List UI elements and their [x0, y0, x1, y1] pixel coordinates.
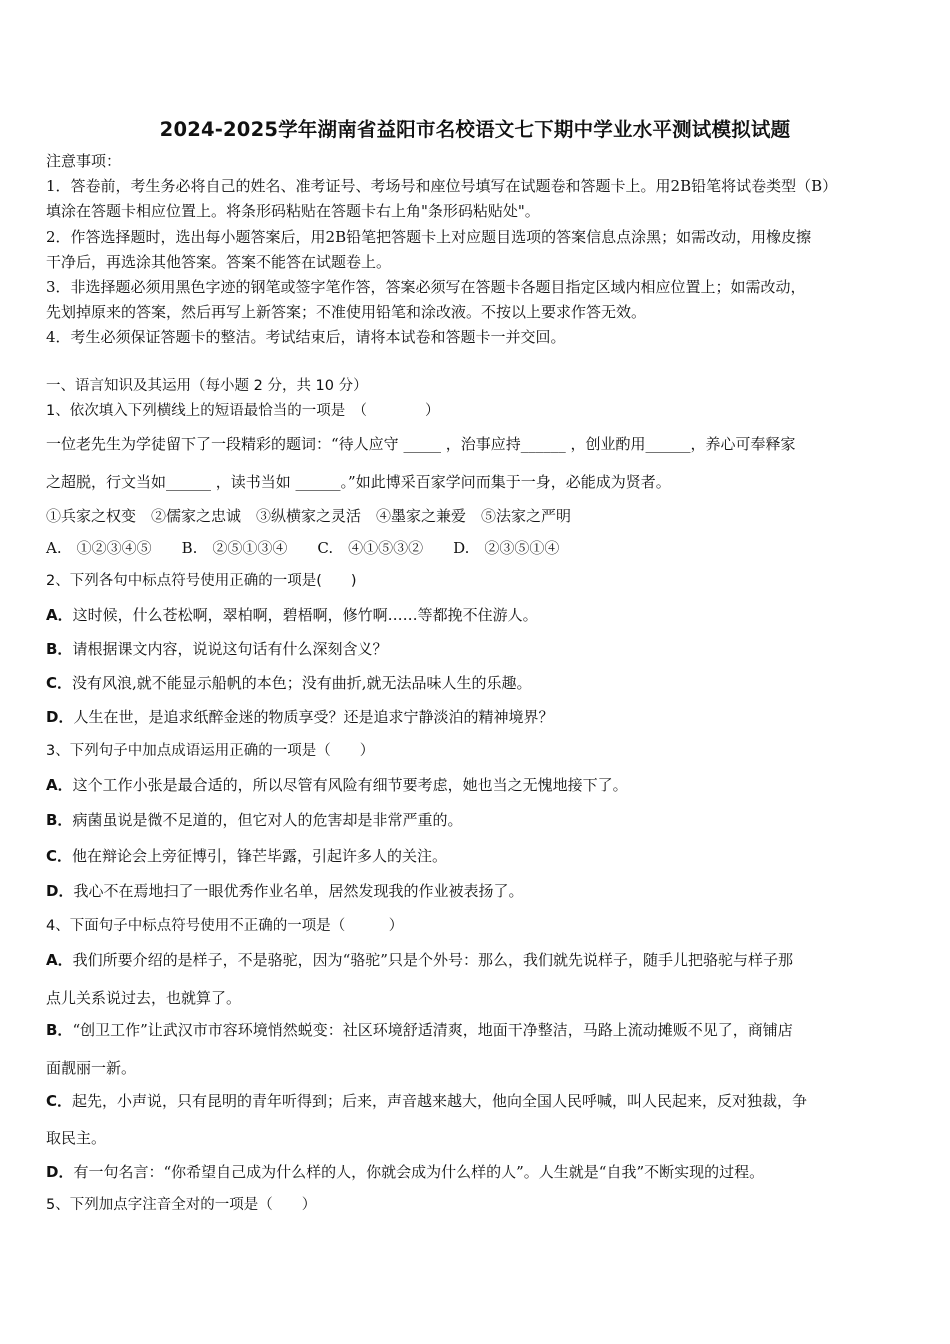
page-title: 2024-2025学年湖南省益阳市名校语文七下期中学业水平测试模拟试题 [159, 118, 791, 141]
q3-stem: 3、下列句子中加点成语运用正确的一项是（ ） [46, 743, 375, 759]
q4-option-c-cont: 取民主。 [46, 1129, 107, 1147]
q4-option-a [46, 950, 793, 970]
option-letter: B． [46, 640, 73, 658]
notice-line-1: 1．答卷前，考生务必将自己的姓名、准考证号、考场号和座位号填写在试题卷和答题卡上。用2B铅笔将试卷类型（B） [46, 177, 838, 195]
option-text: 有一句名言：“你希望自己成为什么样的人，你就会成为什么样的人”。人生就是“自我”不断实现的过程。 [73, 1163, 765, 1181]
option-letter: D． [46, 1163, 74, 1181]
notice-line-2: 填涂在答题卡相应位置上。将条形码粘贴在答题卡右上角"条形码粘贴处"。 [46, 202, 540, 220]
q1-text-1: 一位老先生为学徒留下了一段精彩的题词：“待人应守 _____ ，治事应持______ ，创业酌用______，养心可奉释家 [46, 435, 796, 453]
section-heading: 一、语言知识及其运用（每小题 2 分，共 10 分） [46, 378, 368, 394]
notice-line-6: 先划掉原来的答案，然后再写上新答案；不准使用铅笔和涂改液。不按以上要求作答无效。 [46, 303, 647, 321]
option-text: 起先，小声说，只有昆明的青年听得到；后来，声音越来越大，他向全国人民呼喊，叫人民起来，反对独裁，争 [72, 1092, 808, 1110]
q4-option-d [46, 1162, 764, 1182]
notice-line-4: 干净后，再选涂其他答案。答案不能答在试题卷上。 [46, 253, 392, 271]
q2-option-d [46, 707, 553, 727]
notice-heading: 注意事项： [46, 152, 122, 170]
option-letter: A． [46, 606, 73, 624]
option-letter: D． [46, 882, 74, 900]
option-text: 我心不在焉地扫了一眼优秀作业名单，居然发现我的作业被表扬了。 [73, 882, 524, 900]
option-text: 请根据课文内容，说说这句话有什么深刻含义？ [72, 640, 388, 658]
option-text: 病菌虽说是微不足道的，但它对人的危害却是非常严重的。 [72, 811, 463, 829]
option-text: 人生在世，是追求纸醉金迷的物质享受？还是追求宁静淡泊的精神境界？ [73, 708, 554, 726]
q5-stem: 5、下列加点字注音全对的一项是（ ） [46, 1197, 317, 1213]
option-text: “创卫工作”让武汉市市容环境悄然蜕变：社区环境舒适清爽，地面干净整洁，马路上流动摊贩不见了，商铺店 [72, 1021, 793, 1039]
option-text: 他在辩论会上旁征博引，锋芒毕露，引起许多人的关注。 [72, 847, 448, 865]
q3-option-b [46, 810, 462, 830]
q2-option-a [46, 605, 538, 625]
q1-options: A. ①②③④⑤ B. ②⑤①③④ C. ④①⑤③② D. ②③⑤①④ [46, 539, 560, 557]
q2-stem: 2、下列各句中标点符号使用正确的一项是( ) [46, 573, 357, 589]
q4-stem: 4、下面句子中标点符号使用不正确的一项是（ ） [46, 918, 404, 934]
q4-option-b-cont: 面靓丽一新。 [46, 1059, 137, 1077]
q4-option-b [46, 1020, 793, 1040]
q4-option-a-cont: 点儿关系说过去，也就算了。 [46, 989, 242, 1007]
option-letter: B． [46, 811, 73, 829]
q1-text-2: 之超脱，行文当如______ ，读书当如 ______。”如此博采百家学问而集于一身，必能成为贤者。 [46, 473, 671, 491]
q3-option-d [46, 881, 523, 901]
notice-line-5: 3．非选择题必须用黑色字迹的钢笔或签字笔作答，答案必须写在答题卡各题目指定区域内相应位置上；如需改动， [46, 278, 806, 296]
option-letter: C． [46, 674, 73, 692]
notice-line-7: 4．考生必须保证答题卡的整洁。考试结束后，请将本试卷和答题卡一并交回。 [46, 328, 566, 346]
q3-option-c [46, 846, 447, 866]
q3-option-a [46, 775, 628, 795]
q4-option-c [46, 1091, 807, 1111]
option-text: 这个工作小张是最合适的，所以尽管有风险有细节要考虑，她也当之无愧地接下了。 [72, 776, 628, 794]
q1-stem: 1、依次填入下列横线上的短语最恰当的一项是 （ ） [46, 403, 440, 419]
option-letter: B． [46, 1021, 73, 1039]
notice-line-3: 2．作答选择题时，选出每小题答案后，用2B铅笔把答题卡上对应题目选项的答案信息点涂黑；如需改动，用橡皮擦 [46, 228, 812, 246]
option-letter: A． [46, 776, 73, 794]
option-letter: C． [46, 1092, 73, 1110]
q2-option-c [46, 673, 532, 693]
q1-items: ①兵家之权变 ②儒家之忠诚 ③纵横家之灵活 ④墨家之兼爱 ⑤法家之严明 [46, 507, 572, 525]
option-text: 我们所要介绍的是样子，不是骆驼，因为“骆驼”只是个外号：那么，我们就先说样子，随手儿把骆驼与样子那 [72, 951, 793, 969]
option-text: 没有风浪,就不能显示船帆的本色；没有曲折,就无法品味人生的乐趣。 [72, 674, 532, 692]
option-text: 这时候，什么苍松啊，翠柏啊，碧梧啊，修竹啊……等都挽不住游人。 [72, 606, 538, 624]
option-letter: D． [46, 708, 74, 726]
q2-option-b [46, 639, 387, 659]
option-letter: A． [46, 951, 73, 969]
option-letter: C． [46, 847, 73, 865]
